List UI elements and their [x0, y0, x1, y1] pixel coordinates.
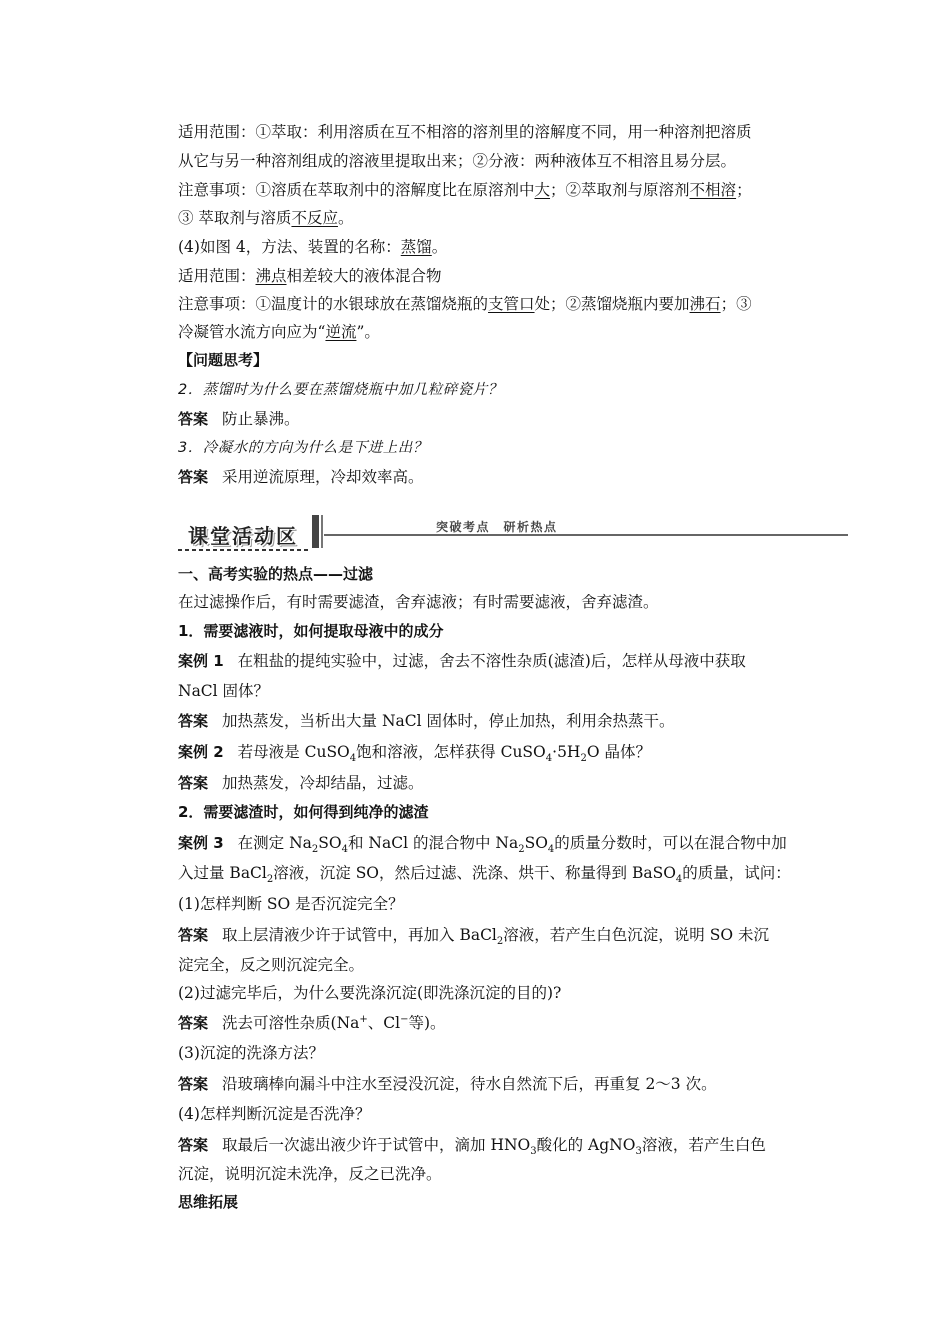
text: 。 [431, 238, 448, 256]
banner-divider [321, 515, 323, 548]
question: 3．冷凝水的方向为什么是下进上出？ [178, 440, 428, 456]
banner-rule [324, 534, 848, 536]
text: SO [318, 834, 342, 852]
text: 。 [337, 209, 354, 227]
question: (2)过滤完毕后，为什么要洗涤沉淀(即洗涤沉淀的目的)? [178, 984, 562, 1002]
answer-line [178, 1013, 446, 1033]
section-heading: 思维拓展 [178, 1193, 239, 1211]
text: 洗去可溶性杂质(Na [222, 1014, 360, 1032]
question: 2．蒸馏时为什么要在蒸馏烧瓶中加几粒碎瓷片？ [178, 382, 503, 398]
subsection-heading: 1．需要滤液时，如何提取母液中的成分 [178, 622, 444, 640]
case-line [178, 742, 651, 765]
text: 溶液，沉淀 SO，然后过滤、洗涤、烘干、称量得到 BaSO [273, 864, 676, 882]
question: (4)怎样判断沉淀是否洗净？ [178, 1105, 371, 1123]
question: (3)沉淀的洗涤方法？ [178, 1044, 324, 1062]
answer-line [178, 711, 675, 731]
subscript: 3 [530, 1146, 537, 1158]
banner-subtitle: 突破考点 研析热点 [436, 520, 558, 534]
text: 适用范围： [178, 267, 256, 285]
text-line: 从它与另一种溶剂组成的溶液里提取出来；②分液：两种液体互不相溶且易分层。 [178, 152, 737, 170]
text: ； [736, 181, 752, 199]
case-line [178, 651, 746, 671]
subscript: 4 [341, 844, 348, 856]
underlined-answer: 大 [534, 181, 551, 199]
answer-label: 答案 [178, 926, 209, 944]
text-line [178, 322, 380, 342]
answer-line [178, 773, 424, 793]
text: 等)。 [408, 1014, 446, 1032]
answer-label: 答案 [178, 410, 209, 428]
text: ③ 萃取剂与溶质 [178, 209, 292, 227]
case-label: 案例 2 [178, 743, 224, 761]
text: 溶液，若产生白色沉淀，说明 SO 未沉 [503, 926, 769, 944]
case-label: 案例 3 [178, 834, 224, 852]
text: O 晶体？ [586, 743, 651, 761]
text: 注意事项：①溶质在萃取剂中的溶解度比在原溶剂中 [178, 181, 535, 199]
text: 和 NaCl 的混合物中 Na [347, 834, 519, 852]
answer-text: 防止暴沸。 [222, 410, 300, 428]
text: 的质量分数时，可以在混合物中加 [554, 834, 787, 852]
case-line [178, 833, 787, 856]
superscript: + [359, 1013, 368, 1025]
answer-line [178, 1135, 766, 1158]
answer-label: 答案 [178, 774, 209, 792]
answer-label: 答案 [178, 1014, 209, 1032]
text: ；②萃取剂与原溶剂 [550, 181, 690, 199]
subscript: 2 [580, 753, 587, 765]
subscript: 4 [547, 844, 555, 856]
text: 、Cl [367, 1014, 401, 1032]
text: 酸化的 AgNO [536, 1136, 636, 1154]
case-line: NaCl 固体？ [178, 682, 270, 700]
text: SO [524, 834, 548, 852]
text: 相差较大的液体混合物 [286, 267, 442, 285]
subscript: 3 [635, 1146, 642, 1158]
text: 取最后一次滤出液少许于试管中，滴加 HNO [222, 1136, 531, 1154]
text-line [178, 180, 752, 200]
text: ”。 [356, 323, 380, 341]
text: 注意事项：①温度计的水银球放在蒸馏烧瓶的 [178, 295, 489, 313]
text: 溶液，若产生白色 [641, 1136, 766, 1154]
answer-line [178, 467, 424, 487]
underlined-answer: 逆流 [325, 323, 357, 341]
subscript: 2 [518, 844, 525, 856]
section-banner [178, 512, 848, 552]
answer-line [178, 925, 769, 948]
underlined-answer: 蒸馏 [400, 238, 432, 256]
subscript: 2 [266, 874, 274, 886]
subscript: 2 [311, 844, 319, 856]
banner-dashed-rule [178, 549, 310, 551]
underlined-answer: 不反应 [291, 209, 338, 227]
text-line [178, 208, 353, 228]
answer-line: 淀完全，反之则沉淀完全。 [178, 956, 365, 974]
case-label: 案例 1 [178, 652, 224, 670]
question: (1)怎样判断 SO 是否沉淀完全？ [178, 895, 404, 913]
answer-line: 沉淀，说明沉淀未洗净，反之已洗净。 [178, 1165, 442, 1183]
superscript: − [400, 1013, 409, 1025]
answer-label: 答案 [178, 1075, 209, 1093]
banner-title: 课堂活动区 [188, 524, 298, 548]
text: 饱和溶液，怎样获得 CuSO [356, 743, 546, 761]
banner-title-box [178, 516, 310, 550]
answer-text: 加热蒸发，冷却结晶，过滤。 [222, 774, 424, 792]
answer-label: 答案 [178, 712, 209, 730]
text: 在测定 Na [237, 834, 312, 852]
text-line [178, 294, 752, 314]
text: 处；②蒸馏烧瓶内要加 [534, 295, 690, 313]
text: ；③ [720, 295, 752, 313]
text-line: 在过滤操作后，有时需要滤渣，舍弃滤液；有时需要滤液，舍弃滤渣。 [178, 593, 659, 611]
answer-line [178, 1074, 717, 1094]
answer-text: 沿玻璃棒向漏斗中注水至浸没沉淀，待水自然流下后，再重复 2～3 次。 [222, 1075, 717, 1093]
underlined-answer: 不相溶 [689, 181, 737, 199]
subscript: 2 [496, 936, 504, 948]
answer-label: 答案 [178, 1136, 209, 1154]
answer-line [178, 409, 300, 429]
text-line: 适用范围：①萃取：利用溶质在互不相溶的溶剂里的溶解度不同，用一种溶剂把溶质 [178, 123, 752, 141]
answer-text: 采用逆流原理，冷却效率高。 [222, 468, 424, 486]
section-heading: 【问题思考】 [178, 351, 269, 369]
case-line [178, 863, 791, 886]
text: 入过量 BaCl [178, 864, 267, 882]
text: (4)如图 4，方法、装置的名称： [178, 238, 401, 256]
underlined-answer: 沸石 [689, 295, 721, 313]
answer-label: 答案 [178, 468, 209, 486]
text-line [178, 266, 442, 286]
underlined-answer: 支管口 [488, 295, 535, 313]
case-text: 在粗盐的提纯实验中，过滤，舍去不溶性杂质(滤渣)后，怎样从母液中获取 [237, 652, 746, 670]
underlined-answer: 沸点 [255, 267, 287, 285]
text: ·5H [552, 743, 581, 761]
text: 取上层清液少许于试管中，再加入 BaCl [222, 926, 497, 944]
subscript: 4 [349, 753, 357, 765]
section-heading: 一、高考实验的热点——过滤 [178, 565, 374, 583]
subscript: 4 [675, 874, 683, 886]
subsection-heading: 2．需要滤渣时，如何得到纯净的滤渣 [178, 803, 429, 821]
banner-divider [312, 515, 319, 548]
answer-text: 加热蒸发，当析出大量 NaCl 固体时，停止加热，利用余热蒸干。 [222, 712, 675, 730]
text-line [178, 237, 447, 257]
text: 若母液是 CuSO [237, 743, 350, 761]
text: 冷凝管水流方向应为“ [178, 323, 326, 341]
text: 的质量，试问： [682, 864, 791, 882]
subscript: 4 [545, 753, 553, 765]
